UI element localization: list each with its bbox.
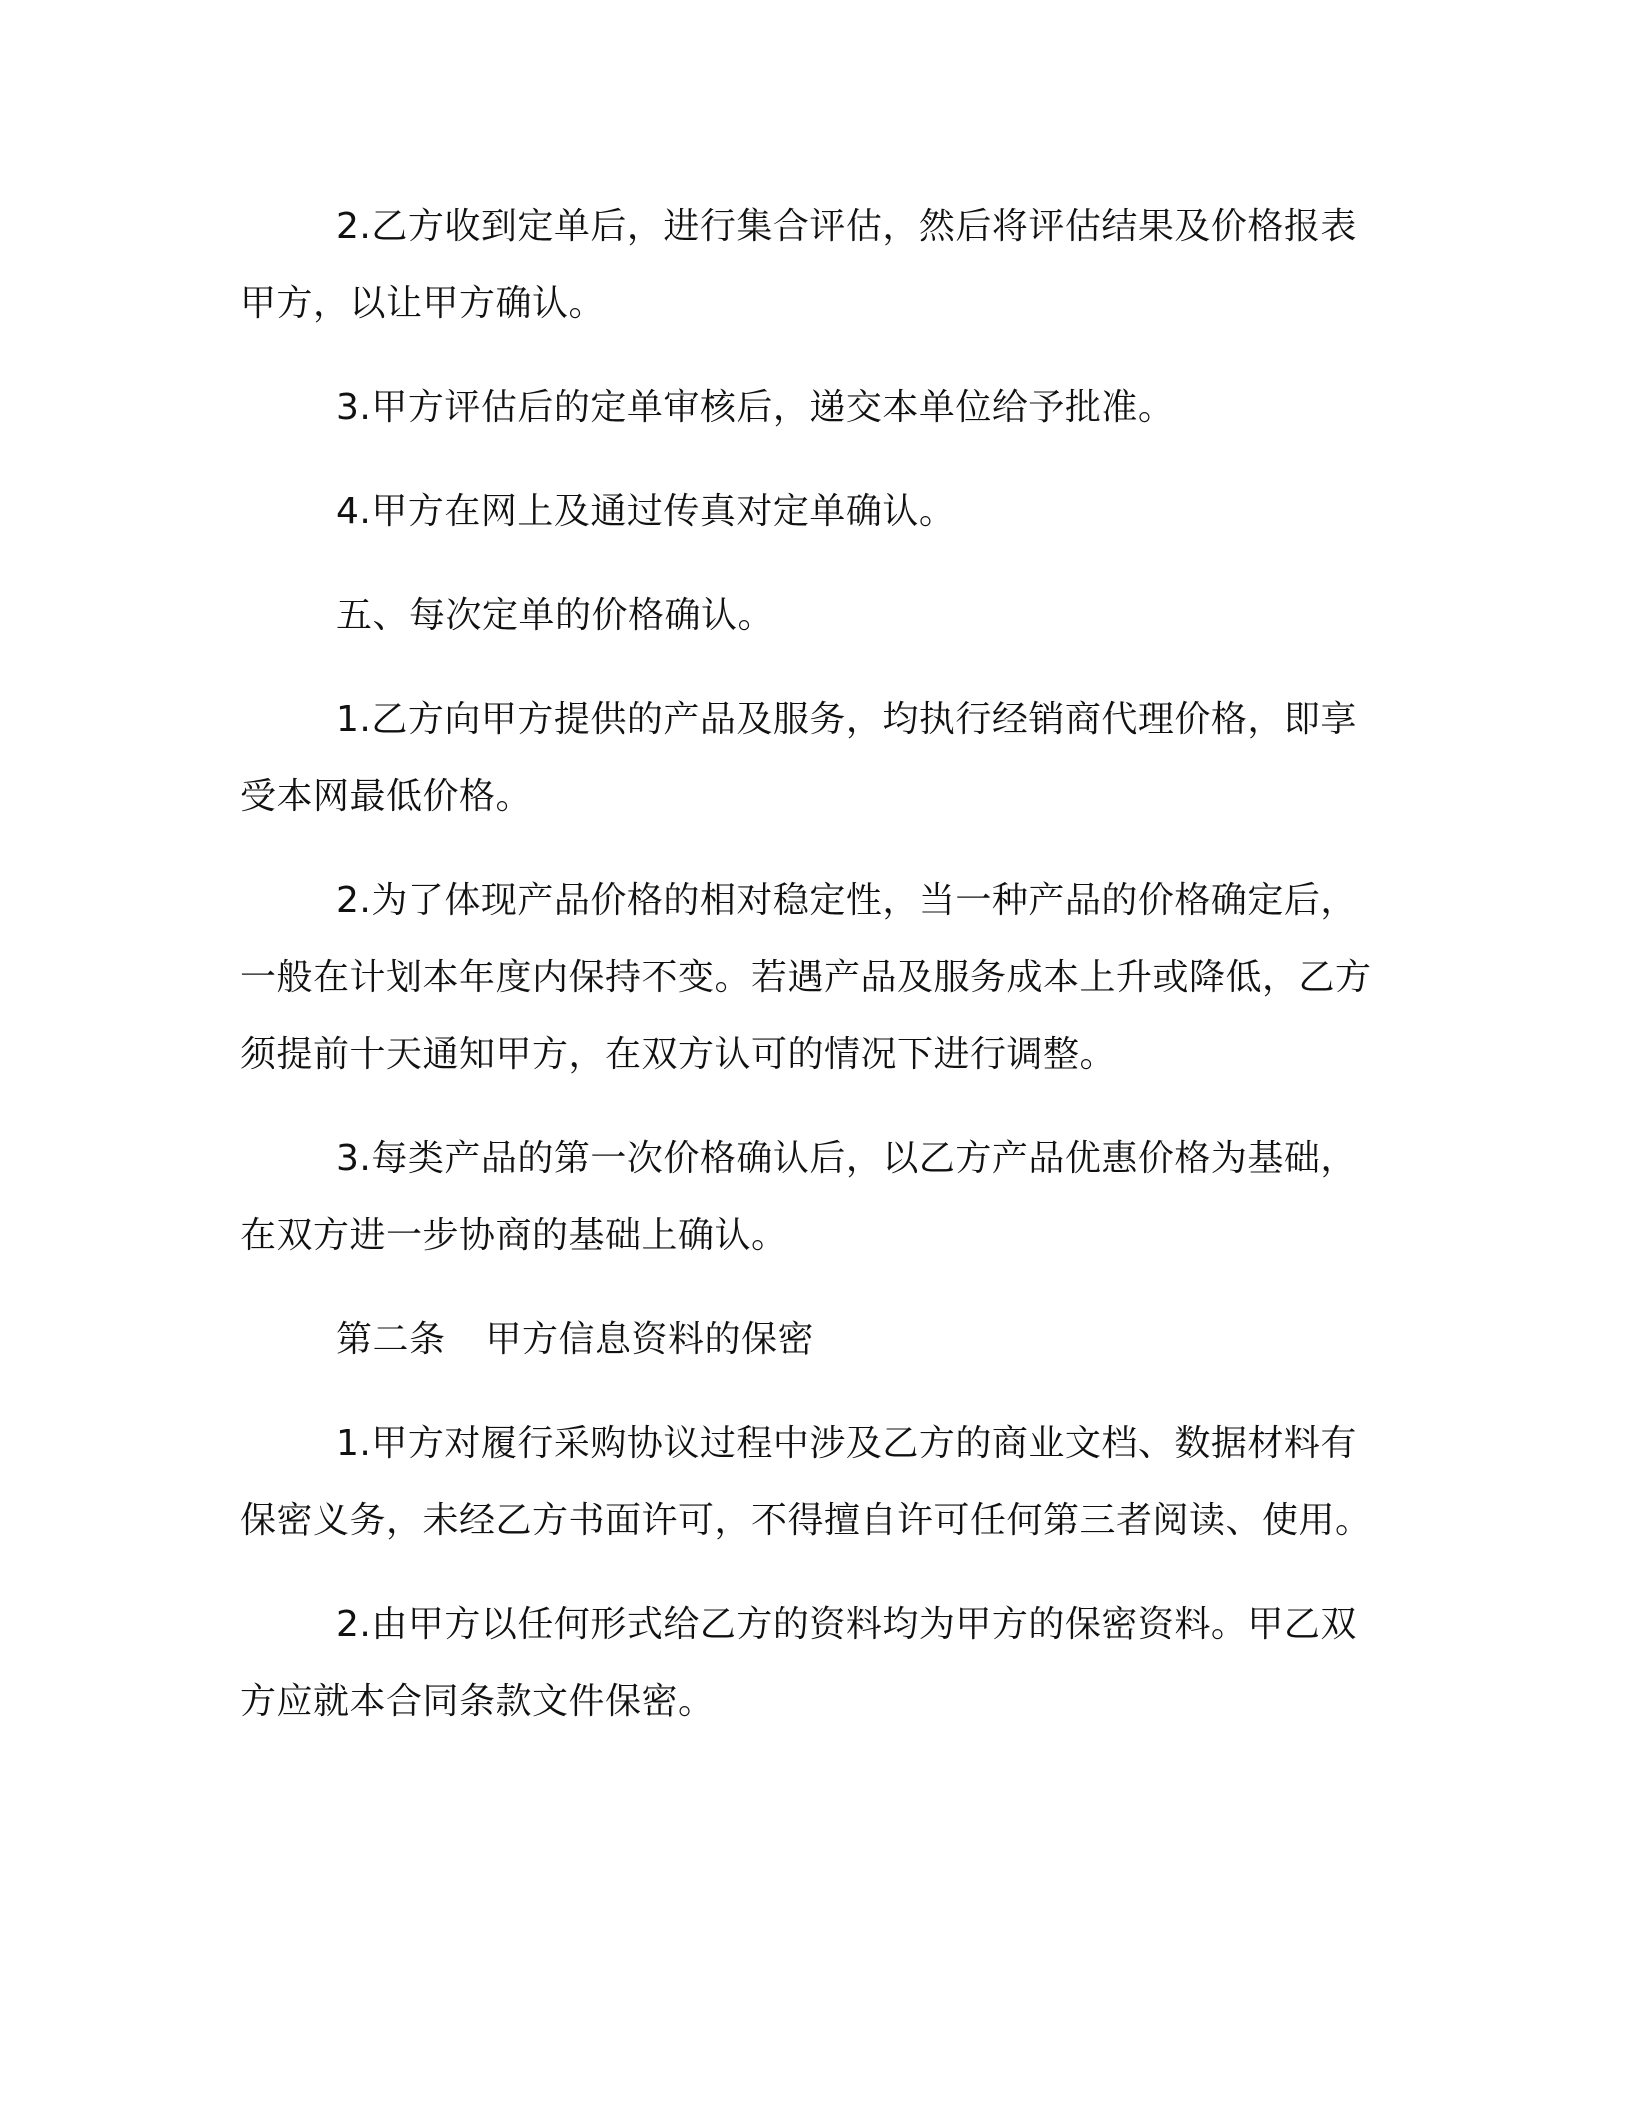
section-heading-price-confirmation: 五、每次定单的价格确认。 <box>336 595 775 636</box>
paragraph-order-approval: 3.甲方评估后的定单审核后，递交本单位给予批准。 <box>336 387 1175 428</box>
paragraph-confidential-materials: 2.由甲方以任何形式给乙方的资料均为甲方的保密资料。甲乙双方应就本合同条款文件保密。 <box>240 1604 1357 1722</box>
paragraph-order-confirmation: 4.甲方在网上及通过传真对定单确认。 <box>336 491 956 532</box>
paragraph-order-evaluation: 2.乙方收到定单后，进行集合评估，然后将评估结果及价格报表甲方，以让甲方确认。 <box>240 206 1357 324</box>
paragraph-price-stability: 2.为了体现产品价格的相对稳定性，当一种产品的价格确定后，一般在计划本年度内保持不变。若遇产品及服务成本上升或降低，乙方须提前十天通知甲方，在双方认可的情况下进行调整。 <box>240 880 1372 1075</box>
paragraph-first-price-confirmation: 3.每类产品的第一次价格确认后，以乙方产品优惠价格为基础，在双方进一步协商的基础上确认。 <box>240 1138 1357 1256</box>
paragraph-dealer-price: 1.乙方向甲方提供的产品及服务，均执行经销商代理价格，即享受本网最低价格。 <box>240 699 1357 817</box>
article-title: 甲方信息资料的保密 <box>485 1319 815 1360</box>
document-body <box>240 188 1372 1767</box>
article-heading <box>240 1301 1372 1378</box>
paragraph-confidentiality-obligation: 1.甲方对履行采购协议过程中涉及乙方的商业文档、数据材料有保密义务，未经乙方书面许可，不得擅自许可任何第三者阅读、使用。 <box>240 1423 1372 1541</box>
article-number: 第二条 <box>336 1319 446 1360</box>
